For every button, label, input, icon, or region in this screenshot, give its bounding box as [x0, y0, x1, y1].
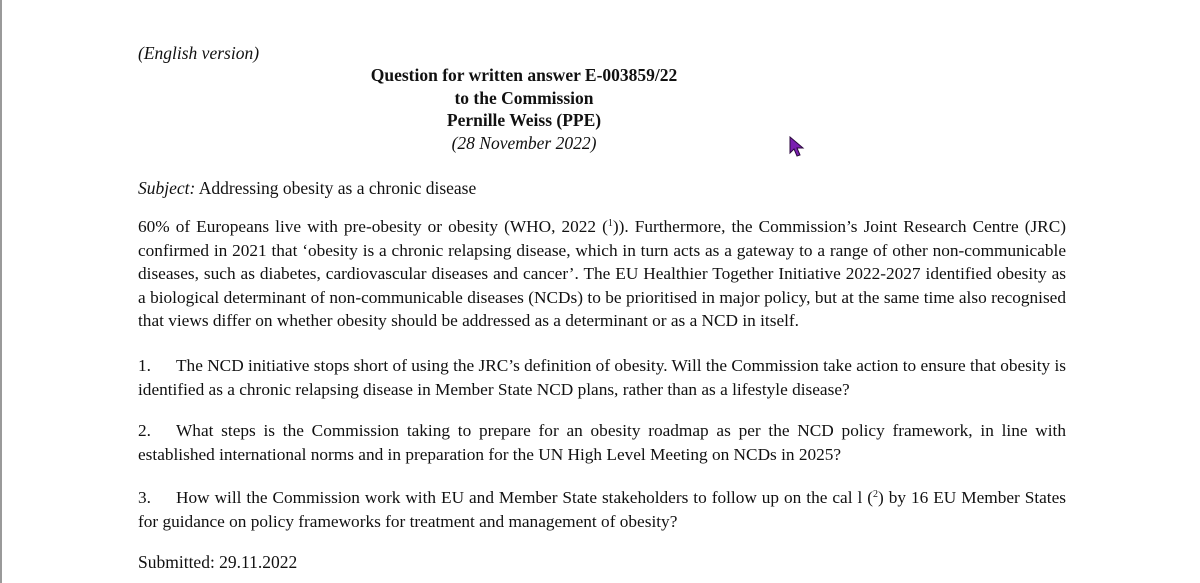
question-1 [138, 354, 1066, 401]
mouse-pointer-icon [789, 136, 805, 158]
question-number: 3. [138, 488, 151, 507]
question-text-end: ) by 16 EU Member States for guidance on policy frameworks for treatment and management of obesity? [138, 488, 1067, 531]
question-number: 1. [138, 356, 151, 375]
footnote-ref-1[interactable]: 1 [607, 218, 613, 229]
intro-paragraph [138, 215, 1066, 333]
footnote-ref-2[interactable]: 2 [873, 489, 878, 500]
question-text-start: How will the Commission work with EU and Member State stakeholders to follow up on the cal l ( [176, 488, 873, 507]
question-date: (28 November 2022) [451, 132, 597, 153]
subject-label: Subject: [138, 178, 196, 198]
question-2 [138, 419, 1066, 466]
subject-line [138, 177, 476, 199]
subject-text: Addressing obesity as a chronic disease [195, 178, 477, 198]
intro-text-start: 60% of Europeans live with pre-obesity or obesity (WHO, 2022 ( [138, 217, 608, 236]
addressee: to the Commission [454, 87, 594, 108]
author: Pernille Weiss (PPE) [446, 110, 602, 130]
language-note: (English version) [138, 43, 260, 63]
document-page [138, 0, 1066, 583]
intro-text-end: )). Furthermore, the Commission’s Joint Research Centre (JRC) confirmed in 2021 that ‘obesity is a chronic relapsing disease, which in turn acts as a gateway to a range of other non-communicable diseases, such as diabetes, cardiovascular diseases and cancer’. The EU Healthier Together Initiative 2022-2027 identified obesity as a biological determinant of non-communicable diseases (NCDs) to be prioritised in major policy, but at the same time also recognised that views differ on whether obesity should be addressed as a determinant or as a NCD in itself. [138, 217, 1066, 330]
question-reference: Question for written answer E-003859/22 [370, 65, 678, 85]
question-text: The NCD initiative stops short of using the JRC’s definition of obesity. Will the Commission take action to ensure that obesity is identified as a chronic relapsing disease in Member State NCD plans, rather than as a lifestyle disease? [138, 356, 1066, 399]
question-3 [138, 486, 1066, 533]
question-number: 2. [138, 421, 151, 440]
page-left-border [0, 0, 2, 583]
question-text: What steps is the Commission taking to prepare for an obesity roadmap as per the NCD policy framework, in line with established international norms and in preparation for the UN High Level Meeting on NCDs in 2025? [138, 421, 1066, 464]
submitted-date: Submitted: 29.11.2022 [138, 552, 298, 572]
